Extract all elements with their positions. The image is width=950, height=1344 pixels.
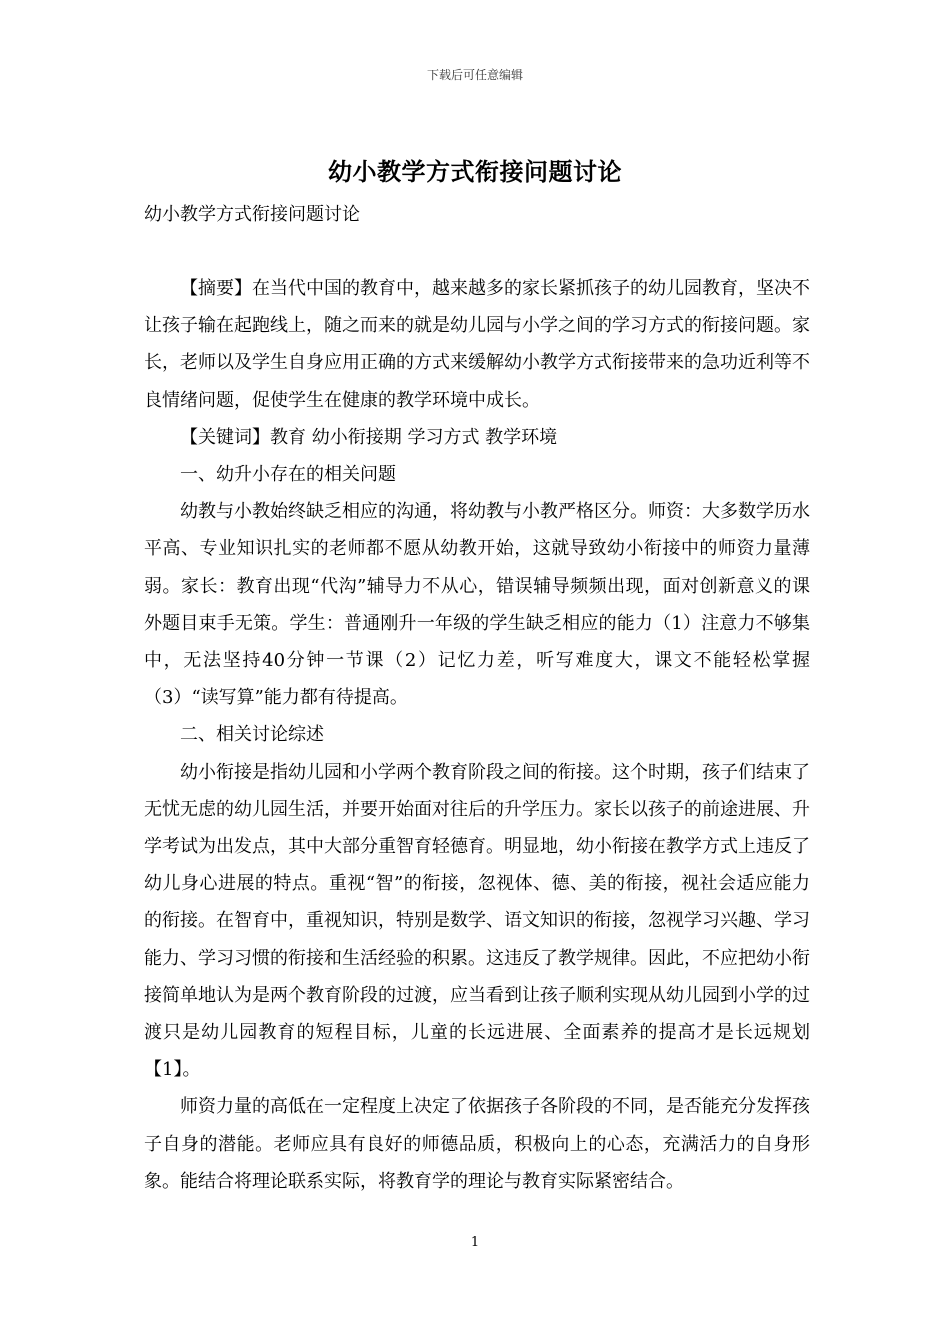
- section-heading-2: 二、相关讨论综述: [180, 724, 324, 746]
- document-title: 幼小教学方式衔接问题讨论: [328, 157, 622, 186]
- document-body: [144, 270, 810, 1200]
- body-paragraph: 幼小衔接是指幼儿园和小学两个教育阶段之间的衔接。这个时期，孩子们结束了无忧无虑的幼儿园生活，并要开始面对往后的升学压力。家长以孩子的前途进展、升学考试为出发点，其中大部分重智育轻德育。明显地，幼小衔接在教学方式上违反了幼儿身心进展的特点。重视“智”的衔接，忽视体、德、美的衔接，视社会适应能力的衔接。在智育中，重视知识，特别是数学、语文知识的衔接，忽视学习兴趣、学习能力、学习习惯的衔接和生活经验的积累。这违反了教学规律。因此，不应把幼小衔接简单地认为是两个教育阶段的过渡，应当看到让孩子顺利实现从幼儿园到小学的过渡只是幼儿园教育的短程目标，儿童的长远进展、全面素养的提高才是长远规划【1】。: [144, 761, 810, 1081]
- page-header: 下载后可任意编辑: [426, 68, 523, 82]
- document-subtitle: 幼小教学方式衔接问题讨论: [144, 204, 360, 225]
- keywords-paragraph: 【关键词】教育 幼小衔接期 学习方式 教学环境: [180, 426, 558, 448]
- abstract-paragraph: 【摘要】在当代中国的教育中，越来越多的家长紧抓孩子的幼儿园教育，坚决不让孩子输在起跑线上，随之而来的就是幼儿园与小学之间的学习方式的衔接问题。家长，老师以及学生自身应用正确的方式来缓解幼小教学方式衔接带来的急功近利等不良情绪问题，促使学生在健康的教学环境中成长。: [144, 278, 810, 411]
- page-number: 1: [470, 1235, 480, 1250]
- section-heading-1: 一、幼升小存在的相关问题: [180, 464, 396, 486]
- body-paragraph: 师资力量的高低在一定程度上决定了依据孩子各阶段的不同，是否能充分发挥孩子自身的潜能。老师应具有良好的师德品质，积极向上的心态，充满活力的自身形象。能结合将理论联系实际，将教育学的理论与教育实际紧密结合。: [144, 1096, 810, 1192]
- body-paragraph: 幼教与小教始终缺乏相应的沟通，将幼教与小教严格区分。师资：大多数学历水平高、专业知识扎实的老师都不愿从幼教开始，这就导致幼小衔接中的师资力量薄弱。家长：教育出现“代沟”辅导力不从心，错误辅导频频出现，面对创新意义的课外题目束手无策。学生：普通刚升一年级的学生缺乏相应的能力（1）注意力不够集中，无法坚持40分钟一节课（2）记忆力差，听写难度大，课文不能轻松掌握（3）“读写算”能力都有待提高。: [144, 501, 810, 709]
